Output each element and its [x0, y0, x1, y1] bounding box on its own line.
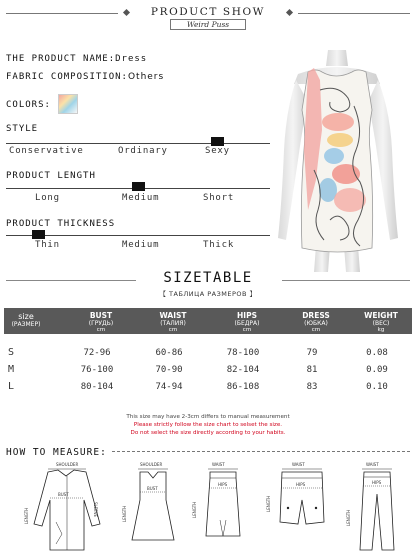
label-hips-2: HIPS [296, 482, 306, 487]
table-cell-weight: 0.09 [366, 365, 388, 375]
table-cell-hips: 86-108 [226, 382, 260, 392]
header-hips-name: HIPS [237, 311, 257, 320]
thickness-label: PRODUCT THICKNESS [6, 219, 116, 229]
thickness-option-thick: Thick [203, 240, 235, 250]
dress-pattern-red [332, 164, 360, 184]
thickness-option-thin: Thin [35, 240, 60, 250]
header-waist [138, 311, 208, 333]
dress-pattern-blue [324, 148, 344, 164]
size-note-3: Do not select the size directly according to your habits. [130, 430, 286, 436]
table-cell-bust: 76-100 [80, 365, 114, 375]
header-size [6, 312, 46, 328]
header-weight-unit: kg [377, 327, 385, 333]
size-table-header [4, 308, 412, 334]
header-weight-name: WEIGHT [364, 311, 398, 320]
colors-label: COLORS: [6, 100, 51, 110]
style-scale [6, 143, 270, 144]
label-bust-2: BUST [147, 486, 158, 491]
label-bust: BUST [58, 492, 69, 497]
how-to-measure-title: HOW TO MEASURE: [6, 447, 107, 458]
table-cell-bust: 72-96 [83, 348, 111, 358]
label-sleeve: SLEEVE [93, 502, 98, 518]
header-waist-unit: cm [168, 327, 178, 333]
style-option-conservative: Conservative [9, 146, 84, 156]
header-bust-unit: cm [96, 327, 106, 333]
thickness-marker [32, 230, 45, 239]
label-waist-3: WAIST [366, 462, 379, 467]
dress-pattern-pink-2 [334, 188, 366, 212]
fabric-composition [6, 72, 164, 82]
header-bust-ru: (ГРУДЬ) [88, 320, 114, 327]
label-shoulder: SHOULDER [56, 462, 79, 467]
label-length: LENGTH [24, 507, 29, 524]
table-cell-weight: 0.08 [366, 348, 388, 358]
product-show-header [0, 4, 416, 30]
table-cell-waist: 74-94 [155, 382, 183, 392]
label-waist: WAIST [212, 462, 225, 467]
length-label: PRODUCT LENGTH [6, 171, 96, 181]
thickness-option-medium: Medium [122, 240, 160, 250]
length-option-medium: Medium [122, 193, 160, 203]
length-option-short: Short [203, 193, 235, 203]
table-cell-hips: 82-104 [226, 365, 260, 375]
table-cell-waist: 60-86 [155, 348, 183, 358]
product-photo [268, 50, 406, 272]
table-cell-dress: 83 [306, 382, 318, 392]
header-dress-unit: cm [311, 327, 321, 333]
header-dress [284, 311, 348, 333]
label-length-4: LENGTH [266, 495, 271, 512]
dress-pattern-yellow [327, 133, 353, 147]
label-waist-2: WAIST [292, 462, 305, 467]
label-length-2: LENGTH [122, 505, 127, 522]
table-cell-dress: 79 [306, 348, 318, 358]
label-hips-3: HIPS [372, 480, 382, 485]
sizetable-rule-right [282, 280, 410, 281]
measure-skirt-diagram [192, 460, 254, 554]
brand-subtitle: Weird Puss [170, 19, 246, 30]
fabric-label: FABRIC COMPOSITION: [6, 72, 128, 82]
table-cell-hips: 78-100 [226, 348, 260, 358]
header-hips [212, 311, 282, 333]
sizetable-title: SIZETABLE [163, 270, 253, 286]
table-cell-weight: 0.10 [366, 382, 388, 392]
measure-jacket-diagram [22, 460, 112, 554]
length-marker [132, 182, 145, 191]
header-hips-ru: (БЕДРА) [234, 320, 260, 327]
label-shoulder-2: SHOULDER [140, 462, 163, 467]
measure-divider [112, 451, 410, 452]
product-name: THE PRODUCT NAME:Dress [6, 54, 148, 64]
table-row-size: L [8, 381, 15, 392]
header-hips-unit: cm [242, 327, 252, 333]
label-length-3: LENGTH [192, 501, 197, 518]
color-swatch[interactable] [58, 94, 78, 114]
size-note-2: Please strictly follow the size chart to selset the size. [133, 422, 283, 428]
page-title: PRODUCT SHOW [150, 6, 266, 18]
header-bust-name: BUST [89, 311, 113, 320]
style-label: STYLE [6, 124, 39, 134]
label-length-5: LENGTH [346, 509, 351, 526]
style-option-sexy: Sexy [205, 146, 230, 156]
measure-shorts-diagram [266, 460, 336, 554]
table-cell-dress: 81 [306, 365, 318, 375]
header-dress-ru: (ЮБКА) [304, 320, 328, 327]
header-waist-ru: (ТАЛИЯ) [160, 320, 186, 327]
measure-pants-diagram [344, 460, 410, 554]
header-waist-name: WAIST [159, 311, 187, 320]
label-hips: HIPS [218, 482, 228, 487]
measure-dress-diagram [122, 460, 184, 554]
table-row-size: M [8, 364, 15, 375]
header-rule-right [298, 13, 410, 14]
table-cell-waist: 70-90 [155, 365, 183, 375]
style-marker [211, 137, 224, 146]
header-weight-ru: (ВЕС) [372, 320, 390, 327]
dress-pattern-pink [322, 113, 354, 131]
mannequin-neck [326, 50, 348, 66]
table-row-size: S [8, 347, 15, 358]
header-bust [66, 311, 136, 333]
sizetable-subtitle: 【 ТАБЛИЦА РАЗМЕРОВ 】 [159, 290, 257, 298]
length-option-long: Long [35, 193, 60, 203]
thickness-scale [6, 235, 270, 236]
header-size-ru: (РАЗМЕР) [11, 321, 41, 328]
header-weight [352, 311, 410, 333]
fabric-value: Others [127, 72, 165, 82]
style-option-ordinary: Ordinary [118, 146, 168, 156]
size-note-1: This size may have 2-3cm differs to manual measurement [126, 414, 290, 420]
header-dress-name: DRESS [302, 311, 330, 320]
header-size-name: size [18, 312, 34, 321]
table-cell-bust: 80-104 [80, 382, 114, 392]
